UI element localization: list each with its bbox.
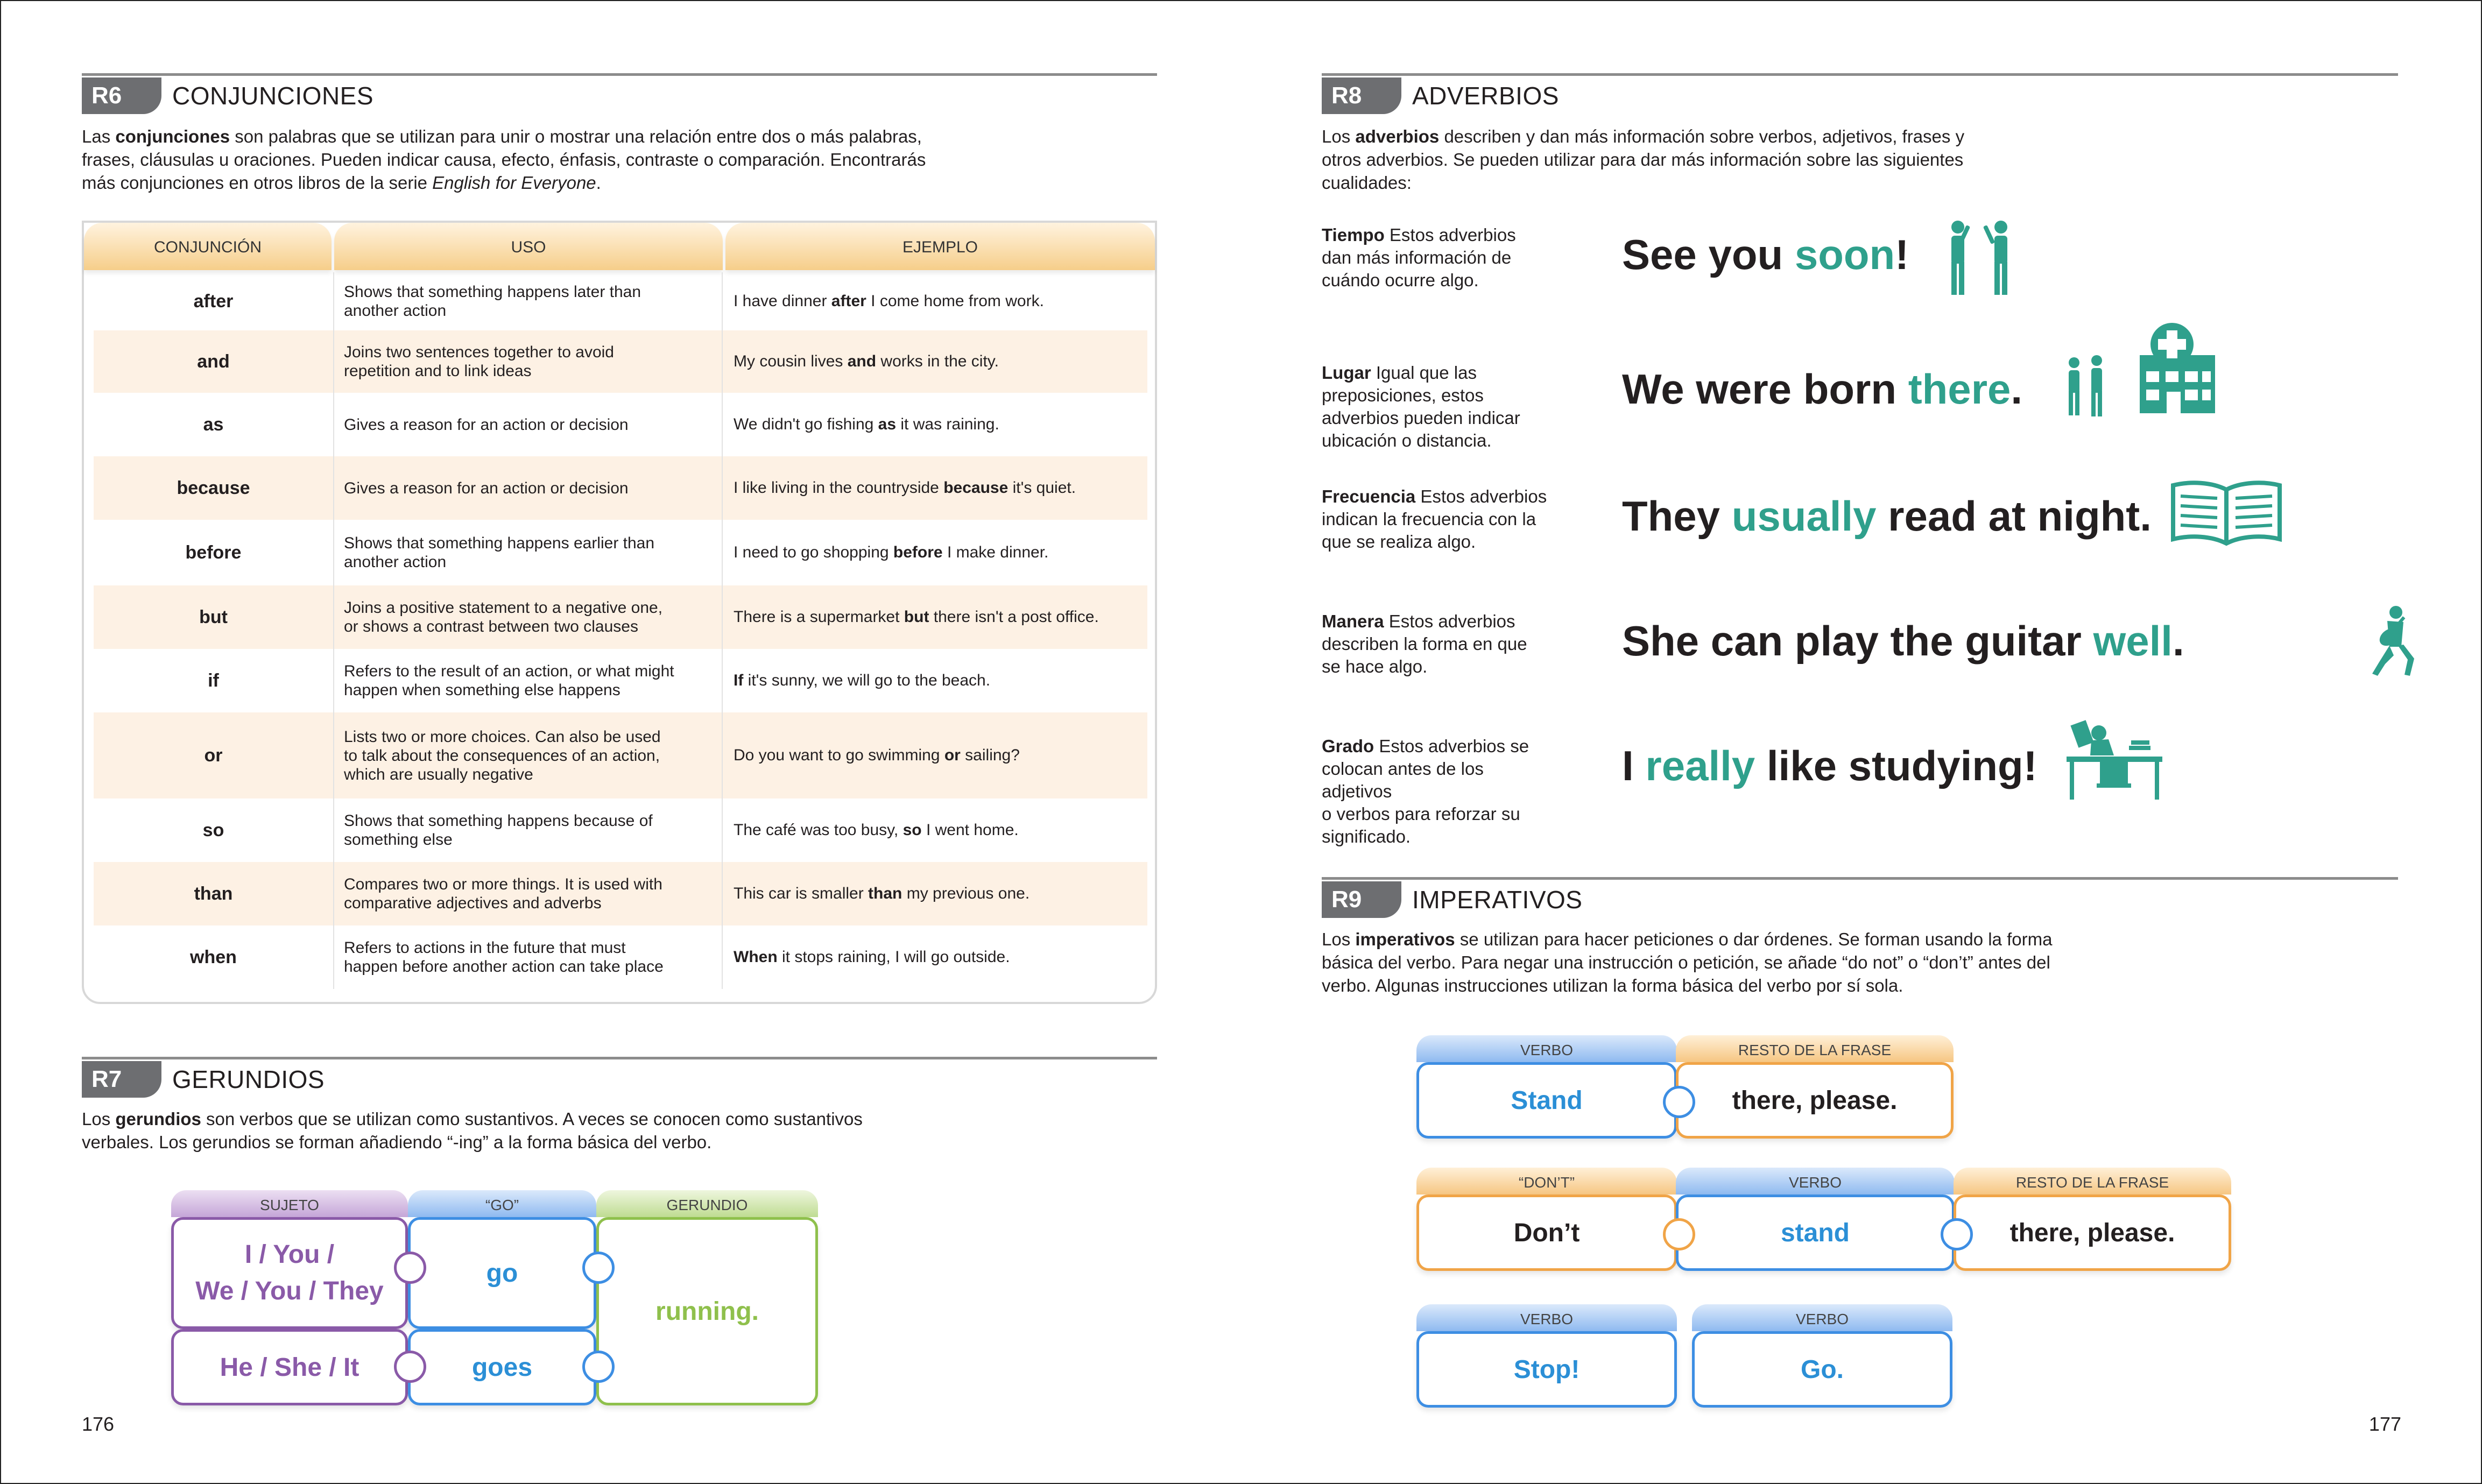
cell-conjunction: but: [199, 606, 228, 627]
go-label: “GO”: [408, 1190, 596, 1217]
table-row: [94, 272, 1147, 330]
puzzle-knob: [1941, 1218, 1973, 1250]
puzzle-rest-2: [1954, 1168, 2231, 1271]
puzzle-verb-stand: [1416, 1035, 1677, 1139]
cell-conjunction: if: [208, 670, 219, 691]
dont-label: “DON’T”: [1416, 1168, 1677, 1195]
cell-uso: Gives a reason for an action or decision: [333, 456, 722, 520]
header-ejemplo: EJEMPLO: [725, 223, 1155, 270]
verb-box: goes: [408, 1329, 596, 1405]
header-rule: [1322, 877, 2398, 880]
verb-label: VERBO: [1692, 1304, 1952, 1331]
cell-uso: Compares two or more things. It is used with comparative adjectives and adverbs: [333, 862, 722, 925]
table-header: [84, 223, 1155, 271]
rest-label: RESTO DE LA FRASE: [1676, 1035, 1954, 1062]
gerund-box: running.: [596, 1217, 818, 1405]
cell-conjunction: so: [202, 819, 224, 840]
puzzle-knob: [1663, 1086, 1695, 1118]
section-title: GERUNDIOS: [172, 1065, 325, 1093]
section-header-r8: [1322, 73, 2398, 114]
section-tag: R6: [82, 77, 161, 114]
puzzle-go: [408, 1190, 596, 1329]
section-header-r7: [82, 1057, 1157, 1098]
adverb-desc-grado: Grado Estos adverbios se colocan antes de los adjetivos o verbos para reforzar su significado.: [1322, 736, 1529, 846]
header-uso: USO: [334, 223, 723, 270]
table-row: [94, 393, 1147, 456]
cell-ejemplo: My cousin lives and works in the city.: [722, 330, 1147, 393]
page-number: 177: [2368, 1413, 2401, 1435]
puzzle-goes: [408, 1329, 596, 1405]
cell-uso: Shows that something happens earlier than another action: [333, 520, 722, 585]
verb-box: stand: [1676, 1195, 1955, 1271]
cell-ejemplo: I like living in the countryside because it's quiet.: [722, 456, 1147, 520]
adverb-sentence-manera: She can play the guitar well.: [1622, 617, 2184, 665]
cell-conjunction: when: [190, 946, 237, 967]
puzzle-subject-1: [171, 1190, 408, 1329]
puzzle-knob: [1663, 1218, 1695, 1250]
cell-ejemplo: When it stops raining, I will go outside.: [722, 925, 1147, 989]
cell-conjunction: and: [197, 351, 230, 372]
puzzle-subject-2: [171, 1329, 408, 1405]
rest-box: there, please.: [1954, 1195, 2231, 1271]
header-conjuncion: CONJUNCIÓN: [84, 223, 332, 270]
verb-box: Stop!: [1416, 1331, 1677, 1408]
table-row: [94, 520, 1147, 585]
adverb-sentence-lugar: We were born there.: [1622, 365, 2023, 413]
r9-intro: Los imperativos se utilizan para hacer peticiones o dar órdenes. Se forman usando la forma básica del verbo. Para negar una instrucción o petición, se añade “do not” o “don’t” antes del verbo. Algunas instrucciones utilizan la forma básica del verbo por sí sola.: [1322, 929, 2053, 995]
table-row: [94, 330, 1147, 393]
right-page: [1241, 0, 2482, 1484]
adverb-sentence-frecuencia: They usually read at night.: [1622, 492, 2152, 540]
puzzle-dont: [1416, 1168, 1677, 1271]
verb-label: VERBO: [1416, 1304, 1677, 1331]
table-row: [94, 585, 1147, 649]
cell-uso: Shows that something happens later than another action: [333, 272, 722, 330]
header-rule: [1322, 73, 2398, 76]
page-number: 176: [82, 1413, 115, 1435]
student-desk-icon: [2064, 719, 2164, 802]
people-greeting-icon: [1935, 220, 2027, 298]
section-tag: R8: [1322, 77, 1401, 114]
puzzle-gerund: [596, 1190, 818, 1405]
table-row: [94, 798, 1147, 862]
cell-uso: Gives a reason for an action or decision: [333, 393, 722, 456]
section-tag: R7: [82, 1061, 161, 1098]
cell-conjunction: before: [185, 542, 242, 563]
section-title: IMPERATIVOS: [1412, 886, 1583, 914]
cell-ejemplo: We didn't go fishing as it was raining.: [722, 393, 1147, 456]
puzzle-knob: [582, 1351, 615, 1383]
rest-label: RESTO DE LA FRASE: [1954, 1168, 2231, 1195]
cell-conjunction: or: [204, 745, 223, 766]
cell-conjunction: than: [194, 883, 233, 904]
verb-box: go: [408, 1217, 596, 1329]
dont-box: Don’t: [1416, 1195, 1677, 1271]
adverb-desc-lugar: Lugar Igual que las preposiciones, estos adverbios pueden indicar ubicación o distancia.: [1322, 363, 1520, 450]
adverb-sentence-grado: I really like studying!: [1622, 742, 2037, 789]
puzzle-verb-stand-2: [1676, 1168, 1955, 1271]
cell-ejemplo: This car is smaller than my previous one.: [722, 862, 1147, 925]
section-tag: R9: [1322, 881, 1401, 918]
subject-box: He / She / It: [171, 1329, 408, 1405]
gerund-label: GERUNDIO: [596, 1190, 818, 1217]
section-title: ADVERBIOS: [1412, 82, 1559, 110]
guitar-player-icon: [2366, 604, 2420, 679]
section-title: CONJUNCIONES: [172, 82, 374, 110]
conjunctions-table: [82, 221, 1157, 1004]
cell-ejemplo: I have dinner after I come home from work.: [722, 272, 1147, 330]
table-row: [94, 456, 1147, 520]
header-rule: [82, 73, 1157, 76]
subject-box: I / You / We / You / They: [171, 1217, 408, 1329]
cell-uso: Joins a positive statement to a negative one, or shows a contrast between two clauses: [333, 585, 722, 649]
verb-box: Go.: [1692, 1331, 1952, 1408]
puzzle-rest-1: [1676, 1035, 1954, 1139]
cell-conjunction: after: [193, 291, 234, 312]
adverb-sentence-tiempo: See you soon!: [1622, 231, 1909, 278]
section-header-r9: [1322, 877, 2398, 918]
r6-intro: Las conjunciones son palabras que se utilizan para unir o mostrar una relación entre dos o más palabras, frases, cláusulas u oraciones. Pueden indicar causa, efecto, énfasis, contraste o comparación. Encontrarás más conjunciones en otros libros de la serie English for Everyone.: [82, 126, 926, 193]
cell-uso: Refers to the result of an action, or what might happen when something else happens: [333, 649, 722, 712]
adverb-desc-manera: Manera Estos adverbios describen la forma en que se hace algo.: [1322, 611, 1527, 676]
subject-label: SUJETO: [171, 1190, 408, 1217]
section-header-r6: [82, 73, 1157, 114]
cell-uso: Lists two or more choices. Can also be used to talk about the consequences of an action, which are usually negative: [333, 712, 722, 798]
table-row: [94, 862, 1147, 925]
verb-label: VERBO: [1416, 1035, 1677, 1062]
puzzle-knob: [582, 1252, 615, 1284]
cell-ejemplo: If it's sunny, we will go to the beach.: [722, 649, 1147, 712]
cell-uso: Shows that something happens because of something else: [333, 798, 722, 862]
open-book-icon: [2169, 479, 2284, 549]
cell-conjunction: as: [203, 414, 224, 435]
cell-ejemplo: The café was too busy, so I went home.: [722, 798, 1147, 862]
cell-conjunction: because: [177, 477, 250, 498]
puzzle-knob: [394, 1351, 426, 1383]
r7-intro: Los gerundios son verbos que se utilizan como sustantivos. A veces se conocen como sustantivos verbales. Los gerundios se forman añadiendo “-ing” a la forma básica del verbo.: [82, 1109, 863, 1152]
adverb-desc-tiempo: Tiempo Estos adverbios dan más información de cuándo ocurre algo.: [1322, 225, 1516, 290]
puzzle-verb-go: [1692, 1304, 1952, 1408]
r8-intro: Los adverbios describen y dan más información sobre verbos, adjetivos, frases y otros adverbios. Se pueden utilizar para dar más información sobre las siguientes cualidades:: [1322, 126, 1965, 193]
puzzle-verb-stop: [1416, 1304, 1677, 1408]
header-rule: [82, 1057, 1157, 1059]
table-row: [94, 649, 1147, 712]
cell-ejemplo: There is a supermarket but there isn't a post office.: [722, 585, 1147, 649]
rest-box: there, please.: [1676, 1062, 1954, 1139]
adverb-desc-frecuencia: Frecuencia Estos adverbios indican la frecuencia con la que se realiza algo.: [1322, 486, 1547, 552]
table-row: [94, 925, 1147, 989]
puzzle-knob: [394, 1252, 426, 1284]
cell-uso: Refers to actions in the future that must happen before another action can take place: [333, 925, 722, 989]
cell-uso: Joins two sentences together to avoid repetition and to link ideas: [333, 330, 722, 393]
table-row: [94, 712, 1147, 798]
verb-box: Stand: [1416, 1062, 1677, 1139]
hospital-icon: [2059, 323, 2220, 420]
cell-ejemplo: I need to go shopping before I make dinner.: [722, 520, 1147, 585]
cell-ejemplo: Do you want to go swimming or sailing?: [722, 712, 1147, 798]
verb-label: VERBO: [1676, 1168, 1955, 1195]
